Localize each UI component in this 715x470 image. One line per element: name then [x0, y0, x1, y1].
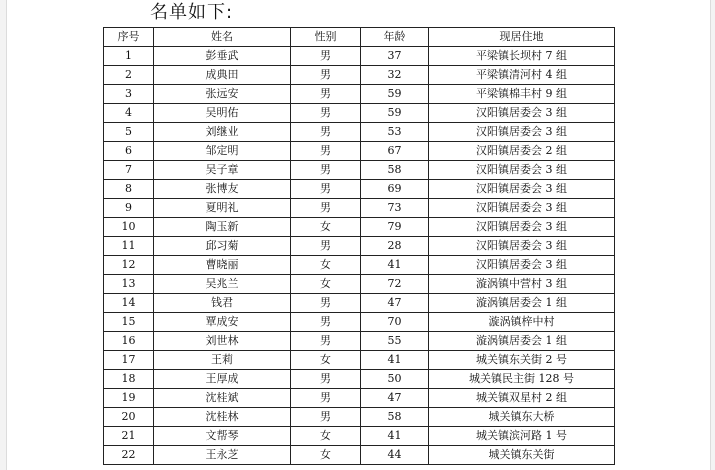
cell-index: 9 — [104, 199, 154, 218]
cell-age: 47 — [361, 389, 429, 408]
cell-name: 覃成安 — [154, 313, 291, 332]
cell-residence: 汉阳镇居委会 3 组 — [429, 199, 615, 218]
cell-name: 吴子章 — [154, 161, 291, 180]
cell-index: 7 — [104, 161, 154, 180]
header-index: 序号 — [104, 28, 154, 47]
cell-index: 22 — [104, 446, 154, 465]
cell-name: 刘世林 — [154, 332, 291, 351]
cell-gender: 男 — [291, 85, 361, 104]
cell-residence: 漩涡镇梓中村 — [429, 313, 615, 332]
table-row — [104, 389, 615, 408]
cell-residence: 汉阳镇居委会 3 组 — [429, 256, 615, 275]
cell-residence: 漩涡镇居委会 1 组 — [429, 332, 615, 351]
cell-residence: 城关镇东大桥 — [429, 408, 615, 427]
cell-gender: 男 — [291, 408, 361, 427]
table-header-row — [104, 28, 615, 47]
cell-age: 70 — [361, 313, 429, 332]
cell-name: 邱习菊 — [154, 237, 291, 256]
cell-age: 41 — [361, 256, 429, 275]
cell-name: 彭垂武 — [154, 47, 291, 66]
table-row — [104, 313, 615, 332]
cell-residence: 汉阳镇居委会 3 组 — [429, 123, 615, 142]
cell-name: 邹定明 — [154, 142, 291, 161]
table-row — [104, 47, 615, 66]
cell-gender: 女 — [291, 351, 361, 370]
cell-residence: 漩涡镇居委会 1 组 — [429, 294, 615, 313]
cell-index: 11 — [104, 237, 154, 256]
cell-gender: 男 — [291, 104, 361, 123]
table-row — [104, 123, 615, 142]
cell-name: 吴兆兰 — [154, 275, 291, 294]
cell-name: 陶玉新 — [154, 218, 291, 237]
cell-index: 8 — [104, 180, 154, 199]
cell-gender: 男 — [291, 389, 361, 408]
table-row — [104, 408, 615, 427]
cell-age: 47 — [361, 294, 429, 313]
cell-age: 69 — [361, 180, 429, 199]
cell-gender: 男 — [291, 66, 361, 85]
cell-age: 41 — [361, 351, 429, 370]
cell-name: 王莉 — [154, 351, 291, 370]
cell-gender: 男 — [291, 142, 361, 161]
table-row — [104, 370, 615, 389]
table-row — [104, 275, 615, 294]
cell-residence: 汉阳镇居委会 3 组 — [429, 180, 615, 199]
cell-name: 曹晓丽 — [154, 256, 291, 275]
cell-gender: 男 — [291, 332, 361, 351]
cell-age: 44 — [361, 446, 429, 465]
table-row — [104, 294, 615, 313]
cell-residence: 汉阳镇居委会 2 组 — [429, 142, 615, 161]
cell-name: 文帮琴 — [154, 427, 291, 446]
cell-name: 沈桂斌 — [154, 389, 291, 408]
cell-residence: 汉阳镇居委会 3 组 — [429, 218, 615, 237]
cell-index: 13 — [104, 275, 154, 294]
cell-name: 夏明礼 — [154, 199, 291, 218]
cell-name: 沈桂林 — [154, 408, 291, 427]
cell-index: 6 — [104, 142, 154, 161]
cell-gender: 男 — [291, 313, 361, 332]
table-row — [104, 161, 615, 180]
cell-residence: 城关镇东关街 2 号 — [429, 351, 615, 370]
list-heading: 名单如下: — [150, 2, 234, 23]
cell-age: 55 — [361, 332, 429, 351]
cell-residence: 平梁镇棉丰村 9 组 — [429, 85, 615, 104]
cell-gender: 男 — [291, 294, 361, 313]
cell-name: 王厚成 — [154, 370, 291, 389]
table-row — [104, 199, 615, 218]
cell-index: 5 — [104, 123, 154, 142]
page-left-edge — [0, 0, 7, 470]
cell-name: 钱君 — [154, 294, 291, 313]
cell-index: 19 — [104, 389, 154, 408]
cell-index: 16 — [104, 332, 154, 351]
cell-gender: 女 — [291, 275, 361, 294]
cell-gender: 男 — [291, 199, 361, 218]
cell-residence: 平梁镇长坝村 7 组 — [429, 47, 615, 66]
cell-index: 10 — [104, 218, 154, 237]
cell-age: 59 — [361, 104, 429, 123]
header-name: 姓名 — [154, 28, 291, 47]
cell-index: 1 — [104, 47, 154, 66]
cell-residence: 汉阳镇居委会 3 组 — [429, 237, 615, 256]
cell-age: 28 — [361, 237, 429, 256]
cell-residence: 汉阳镇居委会 3 组 — [429, 161, 615, 180]
cell-gender: 男 — [291, 161, 361, 180]
table-body — [104, 47, 615, 465]
cell-index: 20 — [104, 408, 154, 427]
cell-gender: 男 — [291, 237, 361, 256]
cell-gender: 女 — [291, 427, 361, 446]
cell-name: 王永芝 — [154, 446, 291, 465]
cell-gender: 女 — [291, 446, 361, 465]
cell-gender: 男 — [291, 370, 361, 389]
cell-age: 41 — [361, 427, 429, 446]
cell-age: 37 — [361, 47, 429, 66]
header-gender: 性别 — [291, 28, 361, 47]
cell-residence: 漩涡镇中营村 3 组 — [429, 275, 615, 294]
cell-residence: 平梁镇清河村 4 组 — [429, 66, 615, 85]
table-row — [104, 237, 615, 256]
cell-residence: 城关镇民主街 128 号 — [429, 370, 615, 389]
table-row — [104, 332, 615, 351]
cell-index: 12 — [104, 256, 154, 275]
table-row — [104, 142, 615, 161]
cell-index: 18 — [104, 370, 154, 389]
cell-index: 17 — [104, 351, 154, 370]
page-right-edge — [710, 0, 715, 470]
cell-age: 53 — [361, 123, 429, 142]
table-row — [104, 66, 615, 85]
cell-index: 4 — [104, 104, 154, 123]
cell-name: 刘继业 — [154, 123, 291, 142]
cell-age: 59 — [361, 85, 429, 104]
cell-age: 58 — [361, 161, 429, 180]
cell-residence: 城关镇东关街 — [429, 446, 615, 465]
table-row — [104, 427, 615, 446]
cell-age: 50 — [361, 370, 429, 389]
cell-name: 张远安 — [154, 85, 291, 104]
cell-age: 32 — [361, 66, 429, 85]
table-row — [104, 351, 615, 370]
cell-residence: 城关镇双星村 2 组 — [429, 389, 615, 408]
cell-index: 2 — [104, 66, 154, 85]
cell-gender: 女 — [291, 218, 361, 237]
cell-age: 79 — [361, 218, 429, 237]
cell-gender: 女 — [291, 256, 361, 275]
cell-gender: 男 — [291, 180, 361, 199]
cell-gender: 男 — [291, 123, 361, 142]
header-age: 年龄 — [361, 28, 429, 47]
table-row — [104, 446, 615, 465]
cell-index: 21 — [104, 427, 154, 446]
table-row — [104, 218, 615, 237]
cell-residence: 城关镇滨河路 1 号 — [429, 427, 615, 446]
table-row — [104, 104, 615, 123]
cell-age: 67 — [361, 142, 429, 161]
table-row — [104, 180, 615, 199]
table-row — [104, 256, 615, 275]
cell-age: 58 — [361, 408, 429, 427]
cell-index: 15 — [104, 313, 154, 332]
cell-age: 72 — [361, 275, 429, 294]
header-residence: 现居住地 — [429, 28, 615, 47]
cell-index: 3 — [104, 85, 154, 104]
cell-residence: 汉阳镇居委会 3 组 — [429, 104, 615, 123]
table-row — [104, 85, 615, 104]
cell-index: 14 — [104, 294, 154, 313]
cell-age: 73 — [361, 199, 429, 218]
cell-name: 张博友 — [154, 180, 291, 199]
roster-table — [103, 27, 615, 465]
cell-name: 吴明佑 — [154, 104, 291, 123]
cell-name: 成典田 — [154, 66, 291, 85]
cell-gender: 男 — [291, 47, 361, 66]
